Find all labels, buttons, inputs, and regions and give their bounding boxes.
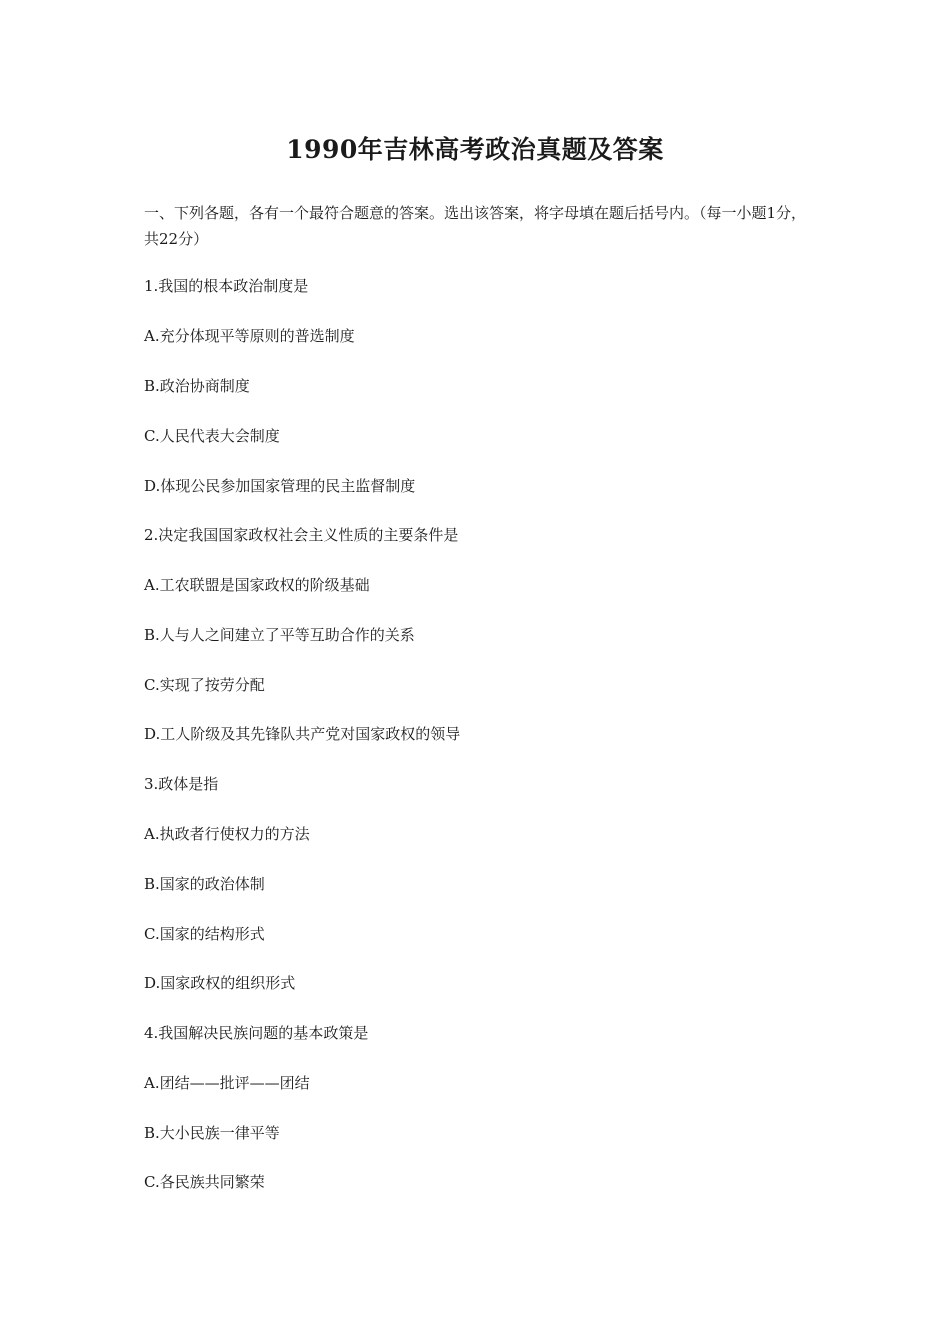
option-4c: C.各民族共同繁荣 — [144, 1173, 265, 1191]
option-1c: C.人民代表大会制度 — [144, 427, 280, 445]
option-3a: A.执政者行使权力的方法 — [144, 825, 310, 843]
question-2: 2.决定我国国家政权社会主义性质的主要条件是 — [144, 526, 459, 544]
option-4b: B.大小民族一律平等 — [144, 1124, 280, 1142]
option-4a: A.团结——批评——团结 — [144, 1074, 310, 1092]
option-2c: C.实现了按劳分配 — [144, 676, 265, 694]
option-2a: A.工农联盟是国家政权的阶级基础 — [144, 576, 370, 594]
option-1b: B.政治协商制度 — [144, 377, 250, 395]
option-2b: B.人与人之间建立了平等互助合作的关系 — [144, 626, 415, 644]
question-4: 4.我国解决民族问题的基本政策是 — [144, 1024, 369, 1042]
option-1d: D.体现公民参加国家管理的民主监督制度 — [144, 477, 416, 495]
option-2d: D.工人阶级及其先锋队共产党对国家政权的领导 — [144, 725, 461, 743]
option-3b: B.国家的政治体制 — [144, 875, 265, 893]
option-1a: A.充分体现平等原则的普选制度 — [144, 327, 355, 345]
document-title: 1990年吉林高考政治真题及答案 — [286, 135, 664, 164]
option-3c: C.国家的结构形式 — [144, 925, 265, 943]
question-1: 1.我国的根本政治制度是 — [144, 277, 309, 295]
question-3: 3.政体是指 — [144, 775, 219, 793]
section-instructions: 一、下列各题，各有一个最符合题意的答案。选出该答案，将字母填在题后括号内。（每一小题1分，共22分） — [144, 204, 807, 248]
option-3d: D.国家政权的组织形式 — [144, 974, 296, 992]
